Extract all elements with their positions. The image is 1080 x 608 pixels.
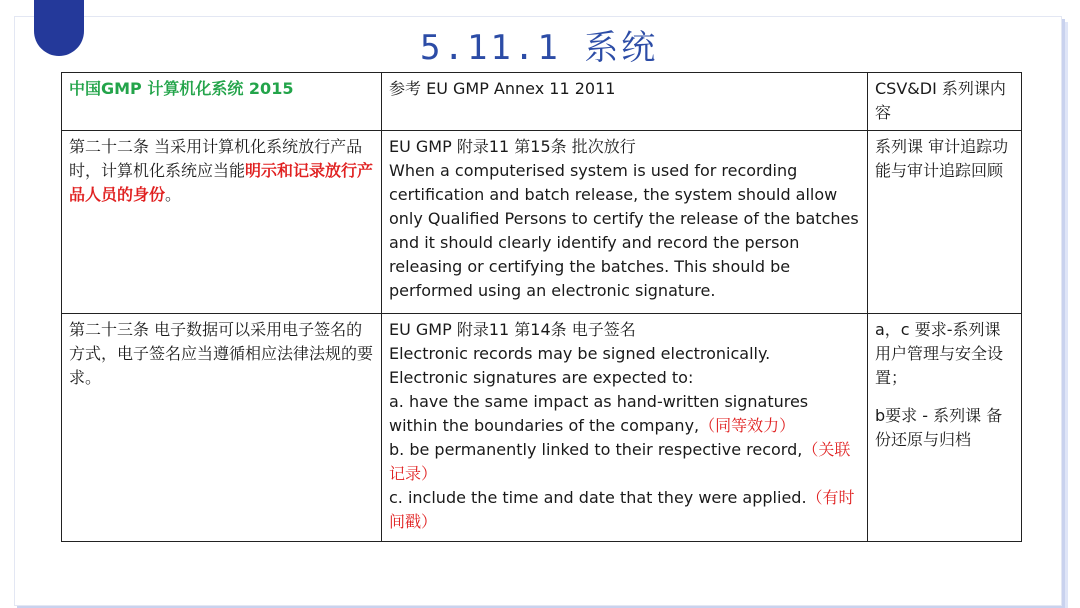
row1-eu-title: EU GMP 附录11 第15条 批次放行 (389, 137, 636, 156)
row2-eu-item-a-text: a. have the same impact as hand-written signatures within the boundaries of the company, (389, 392, 809, 435)
row2-eu-item-b-note: （关联记录） (389, 440, 851, 483)
row2-eu-line2: Electronic signatures are expected to: (389, 368, 694, 387)
comparison-table (61, 72, 1022, 542)
header-eu-gmp-label: 参考 EU GMP Annex 11 2011 (389, 79, 616, 98)
header-eu-gmp (382, 73, 868, 131)
row2-china-text: 第二十三条 电子数据可以采用电子签名的方式，电子签名应当遵循相应法律法规的要求。 (69, 320, 374, 387)
row2-eu-item-b-text: b. be permanently linked to their respective record, (389, 440, 803, 459)
row1-china-end: 。 (165, 185, 182, 204)
header-china-gmp (62, 73, 382, 131)
page-title: 5.11.1 系统 (420, 28, 659, 68)
table-row (62, 131, 1022, 314)
row1-china-gmp-cell (62, 131, 382, 314)
header-csv-di (868, 73, 1022, 131)
row2-eu-item-b (389, 438, 860, 486)
row1-csv-cell (868, 131, 1022, 314)
row2-eu-item-c-text: c. include the time and date that they were applied. (389, 488, 807, 507)
row2-eu-title: EU GMP 附录11 第14条 电子签名 (389, 320, 636, 339)
row2-csv-cell (868, 314, 1022, 542)
row2-csv-a: a，c 要求-系列课 用户管理与安全设置； (875, 320, 1004, 387)
row2-eu-gmp-cell (382, 314, 868, 542)
row1-csv-text: 系列课 审计追踪功能与审计追踪回顾 (875, 137, 1009, 180)
row1-eu-gmp-cell (382, 131, 868, 314)
row2-eu-line1: Electronic records may be signed electronically. (389, 344, 771, 363)
row2-csv-spacer (875, 390, 1014, 404)
row2-eu-item-c (389, 486, 860, 534)
row2-eu-item-c-note: （有时间戳） (389, 488, 855, 531)
header-csv-di-label: CSV&DI 系列课内容 (875, 79, 1006, 122)
header-china-gmp-label: 中国GMP 计算机化系统 2015 (69, 79, 294, 98)
row2-csv-b: b要求 - 系列课 备份还原与归档 (875, 406, 1003, 449)
row2-eu-item-a-note: （同等效力） (699, 416, 796, 435)
row1-china-highlight: 明示和记录放行产品人员的身份 (69, 161, 374, 204)
row1-eu-body: When a computerised system is used for recording certification and batch release, the system should allow only Qualified Persons to certify the release of the batches and it should clearly identify and record the person releasing or certifying the batches. This should be performed using an electronic signature. (389, 161, 859, 300)
row1-china-text: 第二十二条 当采用计算机化系统放行产品时，计算机化系统应当能 (69, 137, 363, 180)
row2-china-gmp-cell (62, 314, 382, 542)
corner-tab-decoration (34, 0, 84, 56)
table-header-row (62, 73, 1022, 131)
table-row (62, 314, 1022, 542)
row2-eu-item-a (389, 390, 860, 438)
